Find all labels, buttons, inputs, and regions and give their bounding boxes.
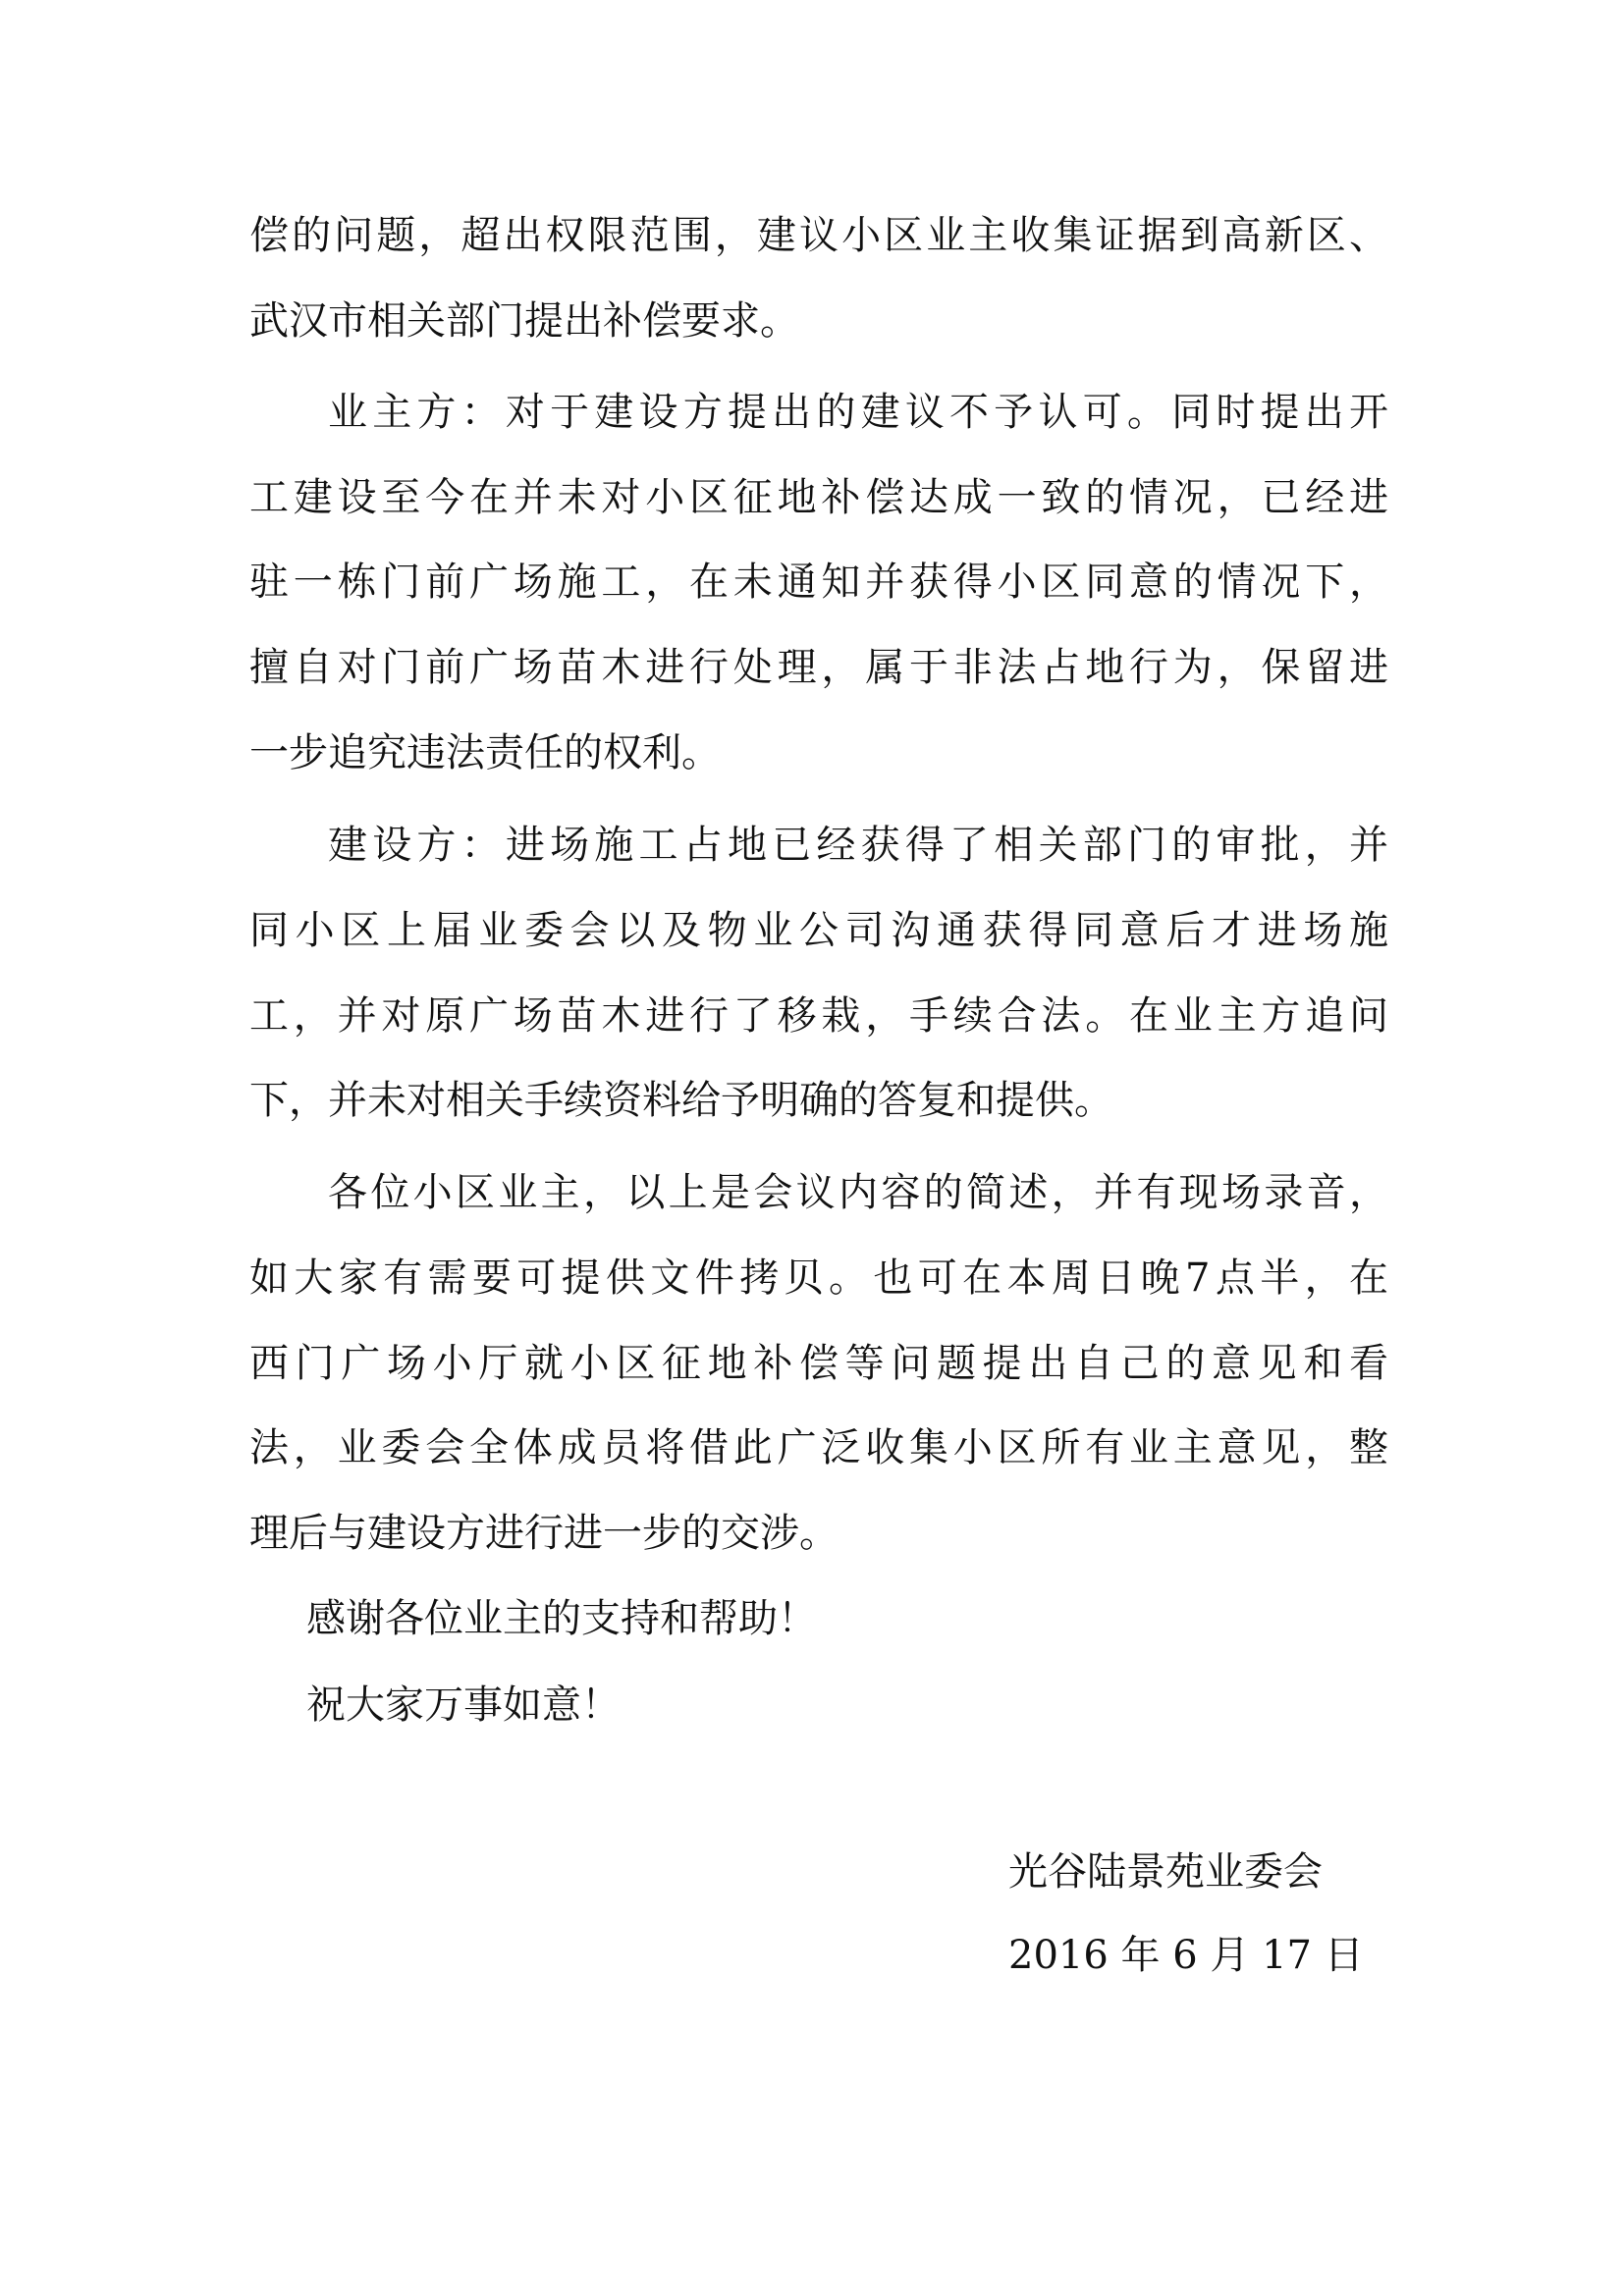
paragraph-1-line-1: 偿的问题，超出权限范围，建议小区业主收集证据到高新区、	[249, 213, 1388, 258]
closing-thanks: 感谢各位业主的支持和帮助！	[306, 1596, 817, 1641]
paragraph-4-line-1: 各位小区业主，以上是会议内容的简述，并有现场录音，	[328, 1170, 1388, 1215]
closing-wishes: 祝大家万事如意！	[306, 1682, 621, 1728]
paragraph-2-line-5: 一步追究违法责任的权利。	[249, 730, 721, 775]
paragraph-4-line-2: 如大家有需要可提供文件拷贝。也可在本周日晚7点半，在	[249, 1255, 1388, 1301]
paragraph-2-line-1: 业主方：对于建设方提出的建议不予认可。同时提出开	[328, 390, 1388, 435]
paragraph-3-line-1: 建设方：进场施工占地已经获得了相关部门的审批，并	[328, 823, 1388, 868]
paragraph-3-line-4: 下，并未对相关手续资料给予明确的答复和提供。	[249, 1078, 1113, 1123]
paragraph-2-line-3: 驻一栋门前广场施工，在未通知并获得小区同意的情况下，	[249, 560, 1388, 605]
signature-date: 2016 年 6 月 17 日	[1008, 1933, 1364, 1978]
paragraph-3-line-2: 同小区上届业委会以及物业公司沟通获得同意后才进场施	[249, 908, 1388, 953]
paragraph-3-line-3: 工，并对原广场苗木进行了移栽，手续合法。在业主方追问	[249, 993, 1388, 1039]
paragraph-4-line-3: 西门广场小厅就小区征地补偿等问题提出自己的意见和看	[249, 1341, 1388, 1386]
paragraph-1-line-2: 武汉市相关部门提出补偿要求。	[249, 298, 799, 344]
paragraph-4-line-4: 法，业委会全体成员将借此广泛收集小区所有业主意见，整	[249, 1425, 1388, 1470]
paragraph-2-line-2: 工建设至今在并未对小区征地补偿达成一致的情况，已经进	[249, 475, 1388, 520]
paragraph-2-line-4: 擅自对门前广场苗木进行处理，属于非法占地行为，保留进	[249, 645, 1388, 690]
signature-organization: 光谷陆景苑业委会	[1008, 1849, 1323, 1895]
paragraph-4-line-5: 理后与建设方进行进一步的交涉。	[249, 1511, 839, 1556]
